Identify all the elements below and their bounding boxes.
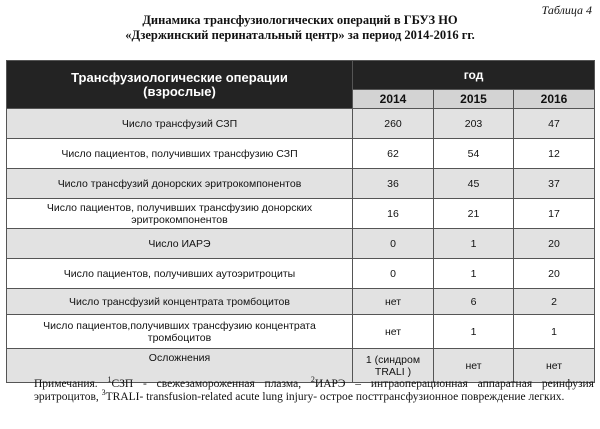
row-label: Число ИАРЭ <box>7 229 353 259</box>
table-caption <box>0 13 600 43</box>
cell-2014: 0 <box>353 229 434 259</box>
table-footnotes <box>6 375 594 404</box>
caption-line-1: Динамика трансфузиологических операций в ГБУЗ НО <box>142 13 458 27</box>
footnote-marker-1: 1 <box>107 375 112 385</box>
cell-2016: 17 <box>514 199 595 229</box>
row-label: Число трансфузий СЗП <box>7 109 353 139</box>
cell-2014: 0 <box>353 259 434 289</box>
cell-2016: 20 <box>514 229 595 259</box>
cell-2014: нет <box>353 289 434 315</box>
row-label: Число пациентов,получивших трансфузию концентрата тромбоцитов <box>7 315 353 349</box>
table-row <box>7 315 595 349</box>
footnote-lead: Примечания. <box>34 378 108 390</box>
cell-2015: нет <box>434 349 514 383</box>
table-row <box>7 259 595 289</box>
table-row <box>7 229 595 259</box>
row-label: Число трансфузий донорских эритрокомпонентов <box>7 169 353 199</box>
row-label: Число пациентов, получивших трансфузию СЗП <box>7 139 353 169</box>
cell-2014: 1 (синдром TRALI ) <box>353 349 434 383</box>
cell-2016: 37 <box>514 169 595 199</box>
cell-2014: 260 <box>353 109 434 139</box>
cell-2015: 45 <box>434 169 514 199</box>
table-row <box>7 109 595 139</box>
cell-2016: 20 <box>514 259 595 289</box>
cell-2016: 2 <box>514 289 595 315</box>
row-label: Число пациентов, получивших трансфузию донорских эритрокомпонентов <box>7 199 353 229</box>
footnote-2-text: ИАРЭ – интраоперационная аппаратная реинфузия эритроцитов, <box>34 378 594 403</box>
caption-line-2: «Дзержинский перинатальный центр» за период 2014-2016 гг. <box>125 28 475 42</box>
year-header-2016: 2016 <box>514 90 595 109</box>
cell-2015: 21 <box>434 199 514 229</box>
operations-column-header <box>7 61 353 109</box>
table-number-label: Таблица 4 <box>541 3 592 17</box>
operations-header-subtitle: (взрослые) <box>143 83 216 99</box>
footnote-3-text: TRALI- transfusion-related acute lung injury- острое посттрансфузионное повреждение легких. <box>105 391 565 403</box>
footnote-marker-2: 2 <box>310 375 315 385</box>
row-label: Число трансфузий концентрата тромбоцитов <box>7 289 353 315</box>
operations-header-title: Трансфузиологические операции <box>71 69 288 85</box>
cell-2015: 6 <box>434 289 514 315</box>
cell-2015: 1 <box>434 315 514 349</box>
cell-2014: нет <box>353 315 434 349</box>
cell-2016: 1 <box>514 315 595 349</box>
cell-2016: 47 <box>514 109 595 139</box>
year-header-2015: 2015 <box>434 90 514 109</box>
table-row <box>7 199 595 229</box>
table-row <box>7 289 595 315</box>
footnote-1-text: СЗП - свежезамороженная плазма, <box>111 378 311 390</box>
cell-2015: 1 <box>434 229 514 259</box>
row-label: Осложнения <box>7 349 353 383</box>
cell-2015: 203 <box>434 109 514 139</box>
year-header-2014: 2014 <box>353 90 434 109</box>
footnote-marker-3: 3 <box>101 388 106 398</box>
year-group-header: год <box>353 61 595 90</box>
cell-2015: 54 <box>434 139 514 169</box>
table-row <box>7 169 595 199</box>
cell-2014: 36 <box>353 169 434 199</box>
row-label: Число пациентов, получивших аутоэритроциты <box>7 259 353 289</box>
table-row <box>7 139 595 169</box>
transfusion-operations-table <box>6 60 595 383</box>
cell-2014: 16 <box>353 199 434 229</box>
footnote-paragraph <box>6 375 594 404</box>
cell-2016: 12 <box>514 139 595 169</box>
cell-2015: 1 <box>434 259 514 289</box>
cell-2014: 62 <box>353 139 434 169</box>
cell-2016: нет <box>514 349 595 383</box>
